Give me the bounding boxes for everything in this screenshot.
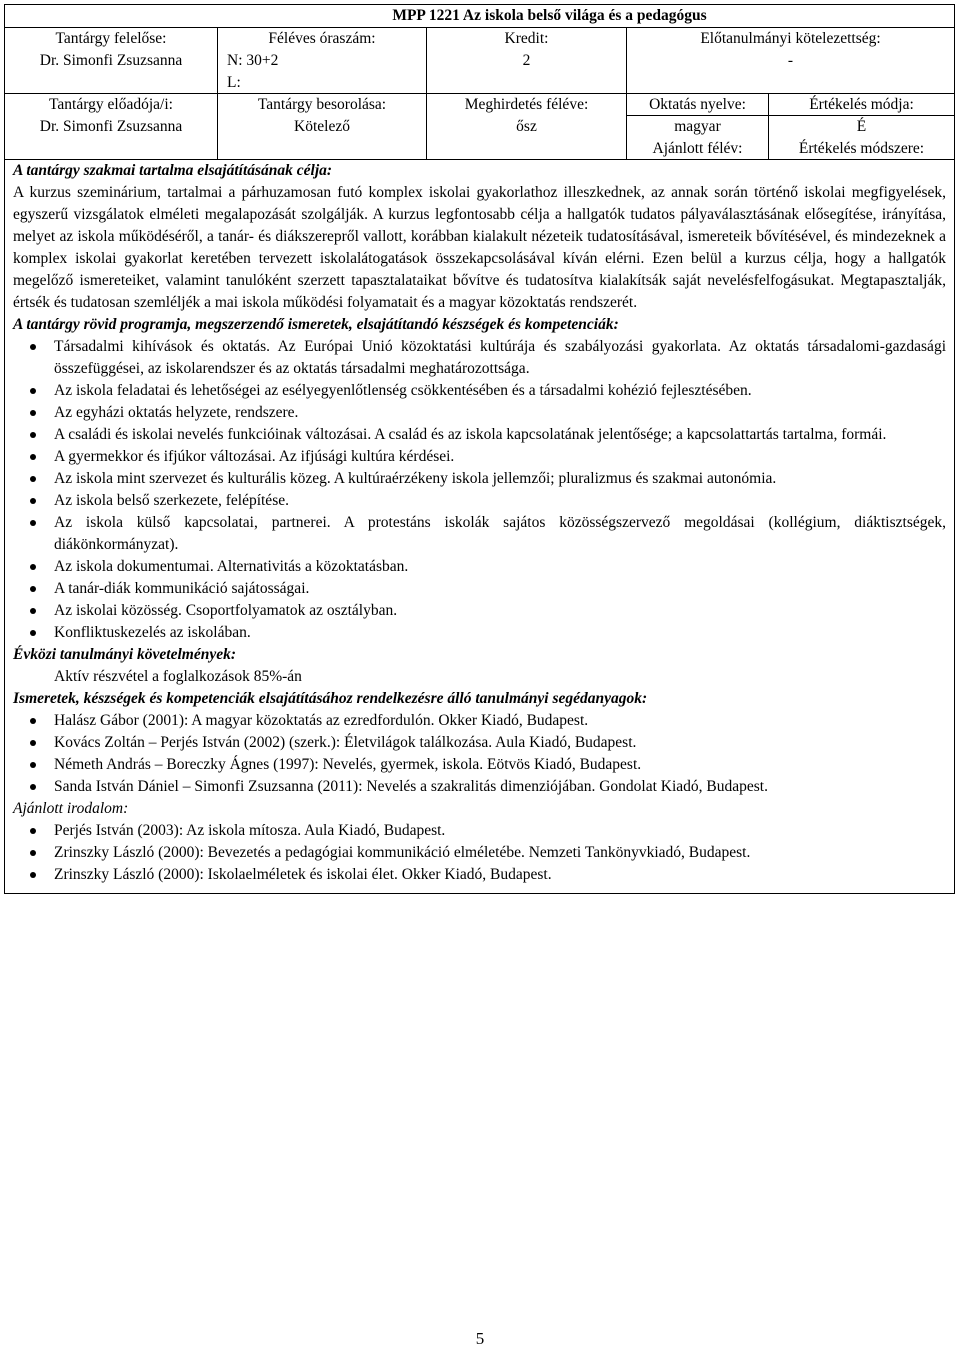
list-item: Az iskola külső kapcsolatai, partnerei. A protestáns iskolák sajátos közösségszervező megoldásai (kollégium, diáktisztségek, diákönkormányzat). <box>13 512 946 556</box>
credit-value: 2 <box>522 52 531 69</box>
bullet-icon <box>30 608 36 614</box>
course-title: MPP 1221 Az iskola belső világa és a pedagógus <box>5 5 954 28</box>
lecturer-label: Tantárgy előadója/i: <box>49 96 173 113</box>
responsible-label: Tantárgy felelőse: <box>55 30 167 47</box>
bullet-icon <box>30 498 36 504</box>
list-item: Az egyházi oktatás helyzete, rendszere. <box>13 402 946 424</box>
requirements-text: Aktív részvétel a foglalkozások 85%-án <box>54 668 302 685</box>
eval-mode-cell <box>769 94 954 116</box>
bullet-icon <box>30 872 36 878</box>
prereq-label: Előtanulmányi kötelezettség: <box>700 30 881 47</box>
list-item: Az iskola feladatai és lehetőségei az esélyegyenlőtlenség csökkentésében és a társadalmi kohézió fejlesztésében. <box>13 380 946 402</box>
recommended-heading: Ajánlott irodalom: <box>13 800 129 817</box>
program-list <box>13 336 946 644</box>
bullet-icon <box>30 718 36 724</box>
list-item: Zrinszky László (2000): Iskolaelméletek és iskolai élet. Okker Kiadó, Budapest. <box>13 864 946 886</box>
bullet-icon <box>30 762 36 768</box>
classification-cell <box>218 94 427 160</box>
list-item: Konfliktuskezelés az iskolában. <box>13 622 946 644</box>
language-value: magyar <box>674 118 721 135</box>
responsible-cell <box>5 28 218 94</box>
list-item: A gyermekkor és ifjúkor változásai. Az ifjúsági kultúra kérdései. <box>13 446 946 468</box>
bullet-icon <box>30 564 36 570</box>
prereq-value: - <box>787 52 794 69</box>
requirements-heading: Évközi tanulmányi követelmények: <box>13 646 237 663</box>
language-cell <box>627 94 769 116</box>
hours-label: Féléves óraszám: <box>268 30 376 47</box>
list-item: A családi és iskolai nevelés funkcióinak változásai. A család és az iskola kapcsolatának jelentősége; a kapcsolattartás tartalma, formái. <box>13 424 946 446</box>
bullet-icon <box>30 850 36 856</box>
goal-text: A kurzus szeminárium, tartalmai a párhuzamosan futó komplex iskolai gyakorlathoz illeszkednek, az annak során történő iskolai megfigyelések, egyszerű vizsgálatok elméleti megalapozását szolgálják. A kurzus legfontosabb célja a hallgatók tudatos pályaválasztásának elősegítése, irányítása, melyet az iskola működéséről, a tanár- és diákszerepről vallott, korábban kialakult nézeteik tudatosításával, ismereteik bővítésével, és mindezeknek a komplex iskolai gyakorlat keretében tervezett iskolalátogatások összekapcsolásával kíván elérni. Ezen belül a kurzus célja, hogy a hallgatók megelőző ismereteiket, valamint tanulóként szerzett tapasztalataikat bővítve és tudatosítva kialakítsák saját nevelésfelfogásukat. Megtapasztalják, értsék és tudatosan szemléljék a mai iskola működési folyamatait és a magyar közoktatás rendszerét. <box>13 184 946 311</box>
semester-cell <box>427 94 627 160</box>
materials-heading: Ismeretek, készségek és kompetenciák elsajátításához rendelkezésre álló tanulmányi segédanyagok: <box>13 690 648 707</box>
recommended-semester-cell <box>627 116 769 160</box>
list-item: Társadalmi kihívások és oktatás. Az Európai Unió közoktatási kultúrája és szabályozási gyakorlata. Az oktatás társadalomi-gazdasági összefüggései, az iskolarendszer és az oktatás társadalmi meghatározottsága. <box>13 336 946 380</box>
bullet-icon <box>30 630 36 636</box>
hours-cell <box>218 28 427 94</box>
list-item: Sanda István Dániel – Simonfi Zsuzsanna (2011): Nevelés a szakralitás dimenziójában. Gondolat Kiadó, Budapest. <box>13 776 946 798</box>
recommended-list <box>13 820 946 886</box>
bullet-icon <box>30 476 36 482</box>
bullet-icon <box>30 828 36 834</box>
classification-label: Tantárgy besorolása: <box>257 96 387 113</box>
bullet-icon <box>30 784 36 790</box>
list-item: Halász Gábor (2001): A magyar közoktatás az ezredfordulón. Okker Kiadó, Budapest. <box>13 710 946 732</box>
lecturer-name: Dr. Simonfi Zsuzsanna <box>39 118 183 135</box>
list-item: Kovács Zoltán – Perjés István (2002) (szerk.): Életvilágok találkozása. Aula Kiadó, Budapest. <box>13 732 946 754</box>
list-item: Az iskola dokumentumai. Alternativitás a közoktatásban. <box>13 556 946 578</box>
language-label: Oktatás nyelve: <box>649 96 746 113</box>
list-item: Az iskola belső szerkezete, felépítése. <box>13 490 946 512</box>
semester-label: Meghirdetés féléve: <box>464 96 589 113</box>
list-item: Perjés István (2003): Az iskola mítosza. Aula Kiadó, Budapest. <box>13 820 946 842</box>
list-item: Németh András – Boreczky Ágnes (1997): Nevelés, gyermek, iskola. Eötvös Kiadó, Budapest. <box>13 754 946 776</box>
classification-value: Kötelező <box>294 118 350 135</box>
course-sheet <box>4 4 955 894</box>
goal-heading: A tantárgy szakmai tartalma elsajátításának célja: <box>13 162 333 179</box>
recommended-label: Ajánlott félév: <box>652 140 743 157</box>
program-heading: A tantárgy rövid programja, megszerzendő ismeretek, elsajátítandó készségek és kompetenciák: <box>13 316 619 333</box>
list-item: A tanár-diák kommunikáció sajátosságai. <box>13 578 946 600</box>
semester-value: ősz <box>516 118 537 135</box>
bullet-icon <box>30 344 36 350</box>
eval-mode-label: Értékelés módja: <box>809 96 914 113</box>
eval-method-label: Értékelés módszere: <box>798 140 925 157</box>
list-item: Az iskola mint szervezet és kulturális közeg. A kultúraérzékeny iskola jellemzői; pluralizmus és szakmai autonómia. <box>13 468 946 490</box>
course-content <box>5 160 954 893</box>
prereq-cell <box>627 28 954 94</box>
eval-mode-value: É <box>856 118 867 135</box>
bullet-icon <box>30 454 36 460</box>
hours-n: N: 30+2 <box>227 52 279 69</box>
list-item: Az iskolai közösség. Csoportfolyamatok az osztályban. <box>13 600 946 622</box>
lecturer-cell <box>5 94 218 160</box>
bullet-icon <box>30 432 36 438</box>
bullet-icon <box>30 520 36 526</box>
credit-label: Kredit: <box>504 30 549 47</box>
hours-l: L: <box>227 74 241 91</box>
course-header-grid <box>5 28 954 160</box>
bullet-icon <box>30 586 36 592</box>
page-number: 5 <box>475 1329 485 1348</box>
list-item: Zrinszky László (2000): Bevezetés a pedagógiai kommunikáció elméletébe. Nemzeti Tankönyvkiadó, Budapest. <box>13 842 946 864</box>
credit-cell <box>427 28 627 94</box>
eval-method-cell <box>769 116 954 160</box>
materials-list <box>13 710 946 798</box>
bullet-icon <box>30 410 36 416</box>
responsible-name: Dr. Simonfi Zsuzsanna <box>39 52 183 69</box>
bullet-icon <box>30 740 36 746</box>
bullet-icon <box>30 388 36 394</box>
